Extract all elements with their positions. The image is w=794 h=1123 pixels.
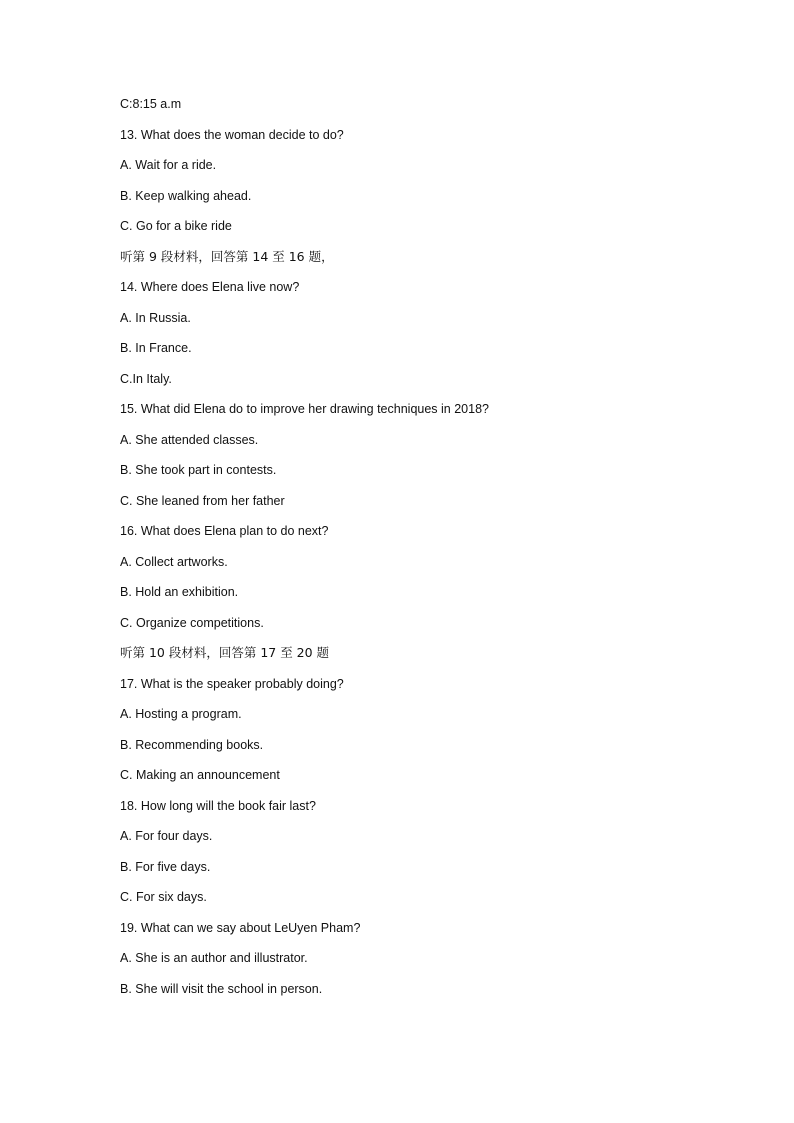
answer-option: B. Recommending books. [120,737,264,752]
question-18: 18. How long will the book fair last? [120,798,316,813]
question-17: 17. What is the speaker probably doing? [120,676,344,691]
question-14: 14. Where does Elena live now? [120,280,300,294]
answer-option: C:8:15 a.m [120,97,182,111]
answer-option: C. Organize competitions. [120,615,264,630]
answer-option: A. She is an author and illustrator. [120,951,308,965]
answer-option: C. She leaned from her father [120,493,285,508]
section-instruction: 听第 9 段材料，回答第 14 至 16 题， [120,248,334,264]
document-body [120,94,740,1009]
answer-option: C.In Italy. [120,371,172,386]
answer-option: B. She took part in contests. [120,463,277,477]
question-16: 16. What does Elena plan to do next? [120,524,329,538]
question-15: 15. What did Elena do to improve her drawing techniques in 2018? [120,402,489,416]
answer-option: A. Wait for a ride. [120,158,217,172]
answer-option: A. Hosting a program. [120,707,242,721]
answer-option: A. She attended classes. [120,432,259,447]
answer-option: C. Go for a bike ride [120,219,232,233]
answer-option: C. For six days. [120,890,207,904]
answer-option: C. Making an announcement [120,768,280,782]
answer-option: A. Collect artworks. [120,554,228,569]
question-13: 13. What does the woman decide to do? [120,127,344,142]
question-19: 19. What can we say about LeUyen Pham? [120,920,361,935]
answer-option: B. Keep walking ahead. [120,188,252,203]
section-instruction: 听第 10 段材料，回答第 17 至 20 题 [120,645,330,660]
answer-option: A. For four days. [120,829,213,843]
answer-option: B. For five days. [120,859,211,874]
answer-option: B. She will visit the school in person. [120,981,323,996]
answer-option: A. In Russia. [120,310,191,325]
answer-option: B. Hold an exhibition. [120,585,239,599]
answer-option: B. In France. [120,341,192,355]
